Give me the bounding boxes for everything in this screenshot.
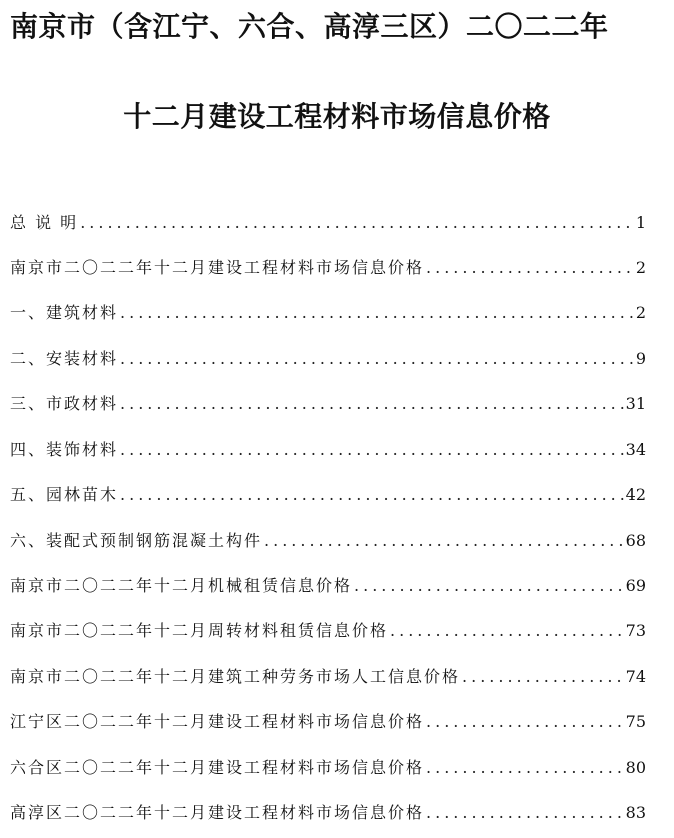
toc-entry[interactable] xyxy=(10,751,646,779)
document-title-line-2: 十二月建设工程材料市场信息价格 xyxy=(123,100,551,133)
toc-entry-label: 南京市二〇二二年十二月建筑工种劳务市场人工信息价格 xyxy=(10,667,461,686)
toc-entry[interactable] xyxy=(10,524,646,552)
toc-entry-page: 74 xyxy=(625,667,646,686)
toc-entry-page: 42 xyxy=(625,485,646,504)
toc-leader-dots xyxy=(80,212,634,234)
toc-entry-label: 江宁区二〇二二年十二月建设工程材料市场信息价格 xyxy=(10,712,425,731)
toc-entry-label: 高淳区二〇二二年十二月建设工程材料市场信息价格 xyxy=(10,803,425,822)
toc-entry-label: 四、装饰材料 xyxy=(10,440,119,459)
toc-entry-page: 80 xyxy=(625,758,646,777)
toc-entry-label: 三、市政材料 xyxy=(10,394,119,413)
toc-entry-label: 总 说 明 xyxy=(10,213,79,232)
toc-entry-page: 75 xyxy=(625,712,646,731)
toc-leader-dots xyxy=(120,393,624,415)
toc-entry-page: 2 xyxy=(635,258,646,277)
toc-leader-dots xyxy=(462,666,624,688)
toc-leader-dots xyxy=(426,757,624,779)
toc-entry[interactable] xyxy=(10,796,646,824)
toc-entry[interactable] xyxy=(10,206,646,234)
toc-entry-page: 2 xyxy=(635,303,646,322)
toc-entry[interactable] xyxy=(10,705,646,733)
toc-entry-page: 69 xyxy=(625,576,646,595)
toc-entry[interactable] xyxy=(10,660,646,688)
toc-entry-page: 83 xyxy=(625,803,646,822)
toc-entry-page: 68 xyxy=(625,531,646,550)
toc-leader-dots xyxy=(120,484,624,506)
toc-entry[interactable] xyxy=(10,614,646,642)
toc-entry-page: 31 xyxy=(625,394,646,413)
toc-leader-dots xyxy=(426,711,624,733)
toc-leader-dots xyxy=(264,530,624,552)
document-title-line-1: 南京市（含江宁、六合、高淳三区）二〇二二年 xyxy=(10,10,609,43)
toc-entry-label: 一、建筑材料 xyxy=(10,303,119,322)
toc-leader-dots xyxy=(426,802,624,824)
toc-leader-dots xyxy=(354,575,624,597)
toc-entry-label: 南京市二〇二二年十二月建设工程材料市场信息价格 xyxy=(10,258,425,277)
toc-entry[interactable] xyxy=(10,296,646,324)
toc-entry-label: 五、园林苗木 xyxy=(10,485,119,504)
toc-entry[interactable] xyxy=(10,478,646,506)
toc-leader-dots xyxy=(426,257,634,279)
toc-entry[interactable] xyxy=(10,387,646,415)
toc-entry[interactable] xyxy=(10,342,646,370)
toc-entry-page: 34 xyxy=(625,440,646,459)
toc-leader-dots xyxy=(120,439,624,461)
toc-leader-dots xyxy=(390,620,624,642)
toc-entry-label: 南京市二〇二二年十二月机械租赁信息价格 xyxy=(10,576,353,595)
toc-entry-page: 73 xyxy=(625,621,646,640)
toc-entry-page: 1 xyxy=(635,213,646,232)
toc-leader-dots xyxy=(120,302,634,324)
toc-entry-label: 南京市二〇二二年十二月周转材料租赁信息价格 xyxy=(10,621,389,640)
toc-entry-page: 9 xyxy=(635,349,646,368)
toc-entry-label: 六、装配式预制钢筋混凝土构件 xyxy=(10,531,263,550)
toc-entry-label: 二、安装材料 xyxy=(10,349,119,368)
toc-entry-label: 六合区二〇二二年十二月建设工程材料市场信息价格 xyxy=(10,758,425,777)
toc-leader-dots xyxy=(120,348,634,370)
toc-entry[interactable] xyxy=(10,569,646,597)
toc-entry[interactable] xyxy=(10,433,646,461)
toc-entry[interactable] xyxy=(10,251,646,279)
